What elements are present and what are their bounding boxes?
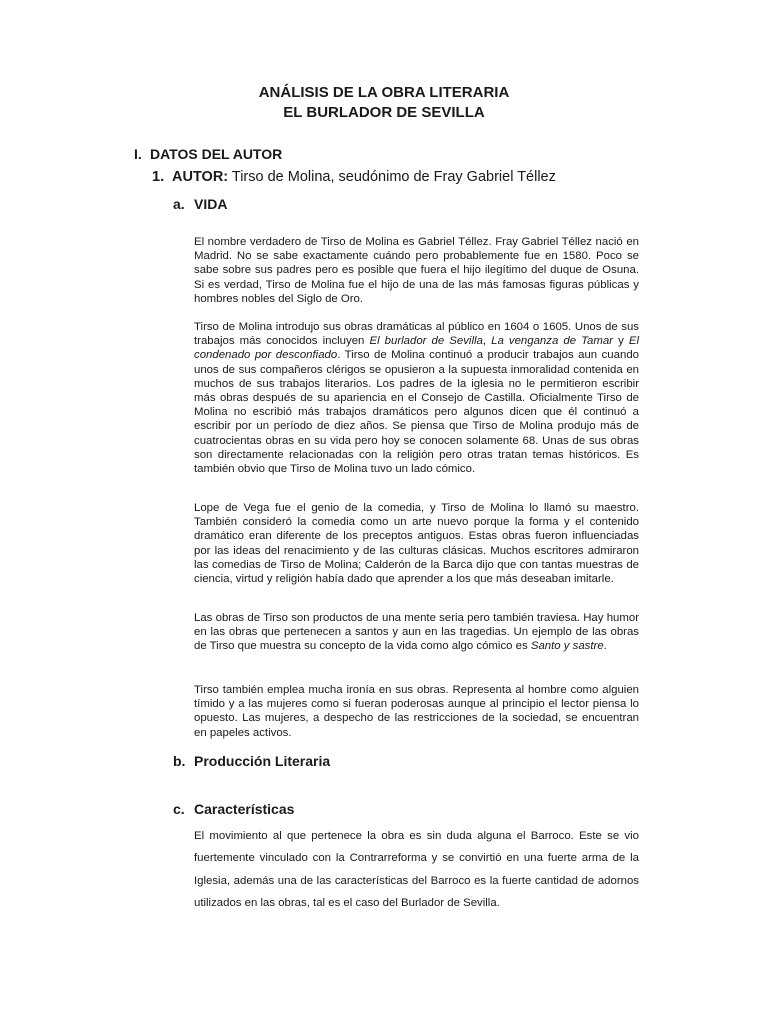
document-title-line-2: EL BURLADOR DE SEVILLA	[283, 104, 485, 121]
text-run: .	[603, 640, 607, 653]
section-number: I.	[134, 146, 142, 162]
subsection-title: Producción Literaria	[194, 753, 331, 769]
vida-paragraph-5: Tirso también emplea mucha ironía en sus obras. Representa al hombre como alguien tímido y a las mujeres como si fueran poderosas aunque al principio el lector piensa lo opuesto. Las mujeres, a despecho de las restricciones de la sociedad, se encuentran en papeles activos.	[194, 684, 639, 739]
subsection-letter: c.	[173, 801, 185, 817]
subsection-heading-caracteristicas	[173, 801, 294, 817]
vida-paragraph-3: Lope de Vega fue el genio de la comedia, y Tirso de Molina lo llamó su maestro. También consideró la comedia como un arte nuevo porque la forma y el contenido dramático eran diferente de los preceptos antiguos. Estas obras fueron influenciadas por las ideas del renacimiento y de las culturas clásicas. Muchos escritores admiraron las comedias de Tirso de Molina; Calderón de la Barca dijo que con tantas muestras de ciencia, virtud y religión había dado que aprender a los que más deseaban imitarle.	[194, 502, 639, 586]
vida-paragraph-4	[194, 611, 639, 654]
author-key: AUTOR:	[172, 169, 229, 185]
subsection-heading-vida	[173, 196, 227, 212]
text-run: Tirso de Molina introdujo sus obras dramáticas al público en 1604 o 1605. Unos de sus trabajos más conocidos incluyen	[194, 321, 639, 348]
subsection-letter: b.	[173, 753, 186, 769]
work-title: Santo y sastre	[530, 640, 604, 653]
item-number: 1.	[152, 169, 165, 185]
text-run: Las obras de Tirso son productos de una mente seria pero también traviesa. Hay humor en las obras que pertenecen a santos y aun en las tragedias. Un ejemplo de las obras de Tirso que muestra su concepto de la vida como algo cómico es	[194, 612, 639, 653]
section-title: DATOS DEL AUTOR	[150, 146, 283, 162]
author-line	[152, 169, 556, 185]
vida-paragraph-2	[194, 320, 639, 476]
text-run: . Tirso de Molina continuó a producir trabajos aun cuando unos de sus compañeros clérigos se opusieron a la supuesta inmoralidad contenida en muchos de sus trabajos literarios. Los padres de la iglesia no le permitieron escribir más obras después de su apariencia en el Consejo de Castilla. Oficialmente Tirso de Molina no escribió más trabajos dramáticos pero algunos dicen que él continuó a escribir por un período de diez años. Se piensa que Tirso de Molina produjo más de cuatrocientas obras en su vida pero hoy se conocen solamente 68. Unas de sus obras son directamente relacionadas con la religión pero otras tratan temas históricos. Es también obvio que Tirso de Molina tuvo un lado cómico.	[194, 349, 639, 476]
section-heading-datos-del-autor	[134, 146, 282, 162]
text-run: y	[612, 335, 629, 348]
text-run: ,	[482, 335, 492, 348]
subsection-heading-produccion-literaria	[173, 753, 330, 769]
work-title: La venganza de Tamar	[491, 335, 613, 348]
work-title: El condenado por desconfiado	[194, 335, 639, 362]
caracteristicas-paragraph: El movimiento al que pertenece la obra es sin duda alguna el Barroco. Este se vio fuertemente vinculado con la Contrarreforma y se convirtió en una fuerte arma de la Iglesia, además una de las características del Barroco es la fuerte cantidad de adornos utilizados en las obras, tal es el caso del Burlador de Sevilla.	[194, 830, 639, 909]
author-value: Tirso de Molina, seudónimo de Fray Gabriel Téllez	[228, 169, 556, 185]
vida-paragraph-1: El nombre verdadero de Tirso de Molina es Gabriel Téllez. Fray Gabriel Téllez nació en Madrid. No se sabe exactamente cuándo pero probablemente fue en 1580. Poco se sabe sobre sus padres pero es posible que fuera el hijo ilegítimo del duque de Osuna. Si es verdad, Tirso de Molina fue el hijo de una de las más famosas figuras públicas y hombres nobles del Siglo de Oro.	[194, 236, 639, 305]
subsection-letter: a.	[173, 196, 185, 212]
subsection-title: Características	[194, 801, 295, 817]
subsection-title: VIDA	[194, 196, 228, 212]
document-title-line-1: ANÁLISIS DE LA OBRA LITERARIA	[258, 84, 510, 101]
work-title: El burlador de Sevilla	[369, 335, 483, 348]
